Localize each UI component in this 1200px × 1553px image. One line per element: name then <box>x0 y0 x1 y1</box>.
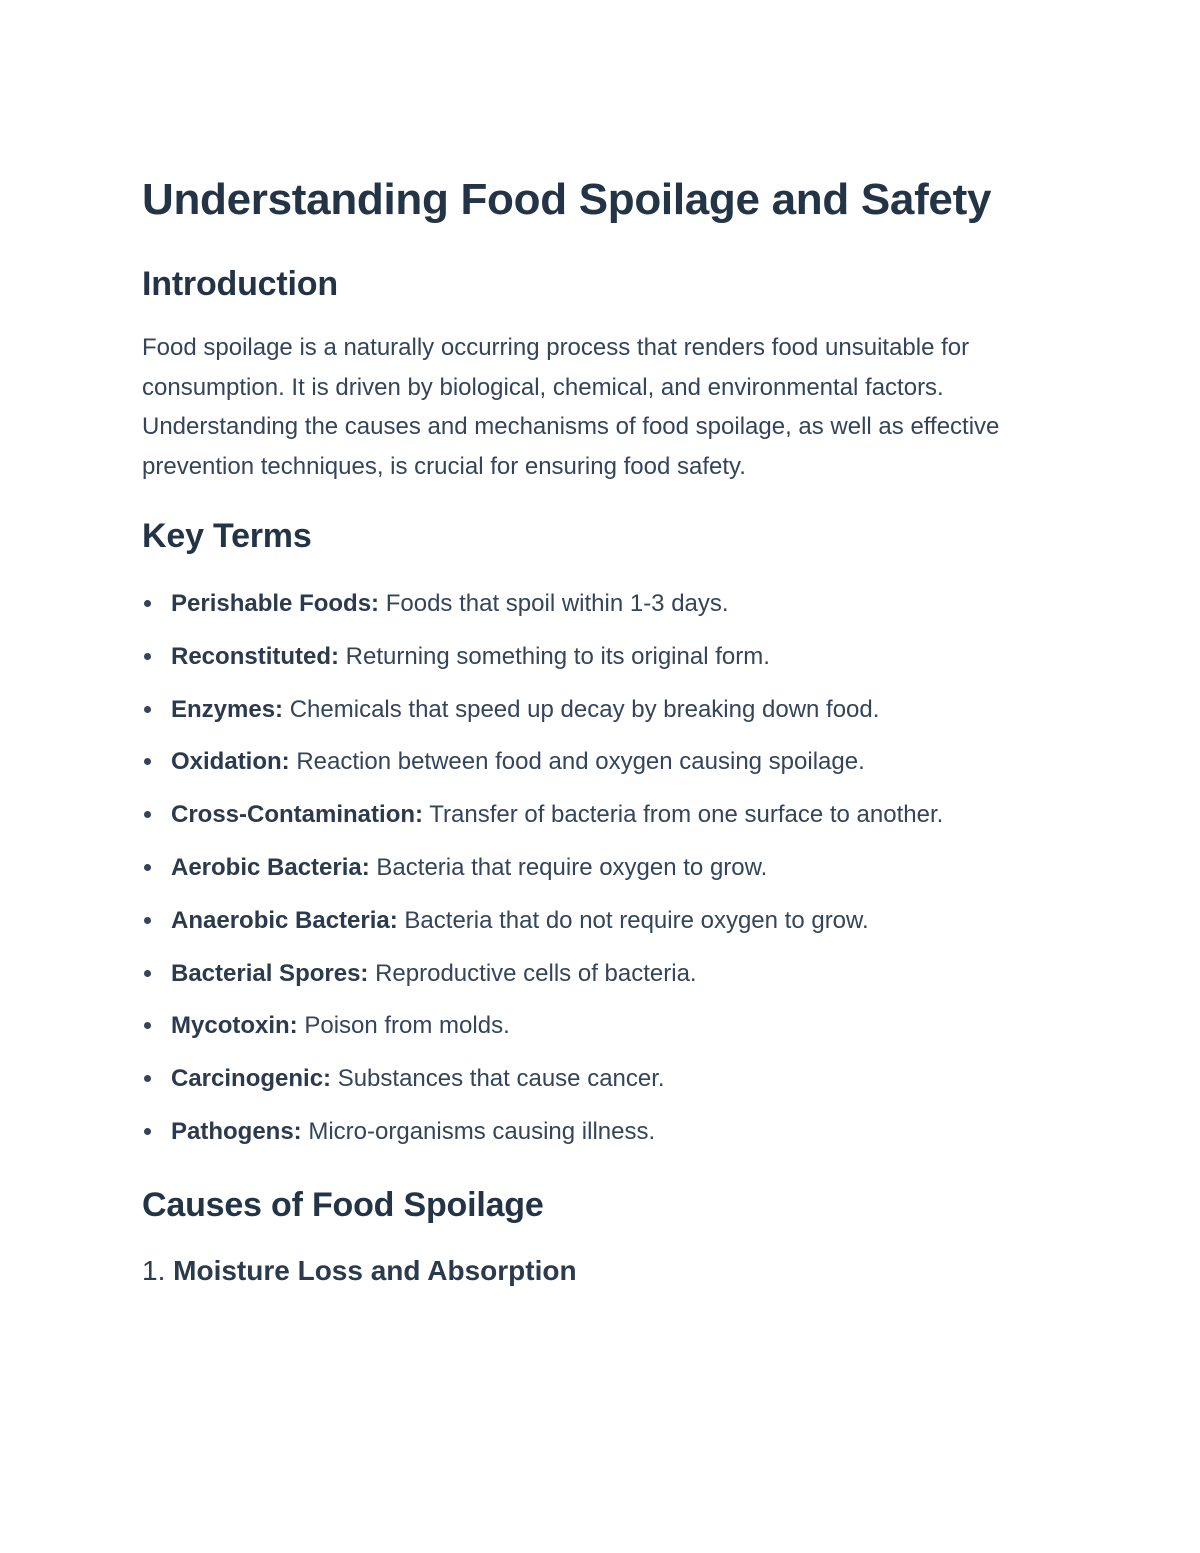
bullet-icon <box>144 758 151 765</box>
bullet-icon <box>144 864 151 871</box>
term-label: Anaerobic Bacteria: <box>171 906 398 934</box>
subsection-heading <box>142 1251 1072 1291</box>
bullet-icon <box>144 917 151 924</box>
bullet-icon <box>144 1128 151 1135</box>
list-item <box>142 954 1001 994</box>
list-item <box>142 637 1001 677</box>
term-label: Aerobic Bacteria: <box>171 853 370 881</box>
key-terms-heading: Key Terms <box>142 517 312 555</box>
term-definition: Micro-organisms causing illness. <box>301 1117 656 1145</box>
term-definition: Reaction between food and oxygen causing spoilage. <box>289 748 865 776</box>
term-definition: Transfer of bacteria from one surface to another. <box>423 801 944 829</box>
term-definition: Poison from molds. <box>297 1012 510 1040</box>
bullet-icon <box>144 706 151 713</box>
document-page <box>142 168 1072 1291</box>
key-terms-list <box>142 584 1072 1151</box>
term-definition: Substances that cause cancer. <box>331 1065 665 1093</box>
bullet-icon <box>144 653 151 660</box>
list-item <box>142 1006 1001 1046</box>
term-label: Perishable Foods: <box>171 590 380 617</box>
term-label: Oxidation: <box>171 748 290 776</box>
term-definition: Foods that spoil within 1-3 days. <box>379 590 729 617</box>
subsection-title: Moisture Loss and Absorption <box>165 1255 577 1287</box>
bullet-icon <box>144 600 151 607</box>
term-label: Reconstituted: <box>171 642 339 670</box>
term-label: Enzymes: <box>171 695 284 723</box>
bullet-icon <box>144 1022 151 1029</box>
bullet-icon <box>144 970 151 977</box>
term-definition: Returning something to its original form. <box>339 642 770 670</box>
term-definition: Bacteria that require oxygen to grow. <box>369 853 768 881</box>
list-item <box>142 848 1001 888</box>
list-item <box>142 901 1001 941</box>
term-label: Mycotoxin: <box>171 1012 298 1040</box>
term-label: Cross-Contamination: <box>171 801 423 829</box>
list-item <box>142 690 1001 730</box>
list-item <box>142 1059 1001 1099</box>
introduction-heading: Introduction <box>142 265 338 303</box>
list-item <box>142 795 1001 835</box>
subsection-number: 1. <box>142 1255 166 1287</box>
term-definition: Chemicals that speed up decay by breaking down food. <box>283 695 880 723</box>
list-item <box>142 1112 1001 1152</box>
term-definition: Bacteria that do not require oxygen to grow. <box>397 906 869 934</box>
bullet-icon <box>144 1075 151 1082</box>
document-title: Understanding Food Spoilage and Safety <box>142 175 992 224</box>
term-label: Pathogens: <box>171 1117 302 1145</box>
list-item <box>142 742 1001 782</box>
introduction-paragraph: Food spoilage is a naturally occurring process that renders food unsuitable for consumption. It is driven by biological, chemical, and environmental factors. Understanding the causes and mechanisms of food spoilage, as well as effective prevention techniques, is crucial for ensuring food safety. <box>142 334 1000 480</box>
bullet-icon <box>144 811 151 818</box>
term-definition: Reproductive cells of bacteria. <box>368 959 697 987</box>
causes-heading: Causes of Food Spoilage <box>142 1186 544 1225</box>
list-item <box>142 584 1001 624</box>
term-label: Carcinogenic: <box>171 1065 332 1093</box>
term-label: Bacterial Spores: <box>171 959 369 987</box>
